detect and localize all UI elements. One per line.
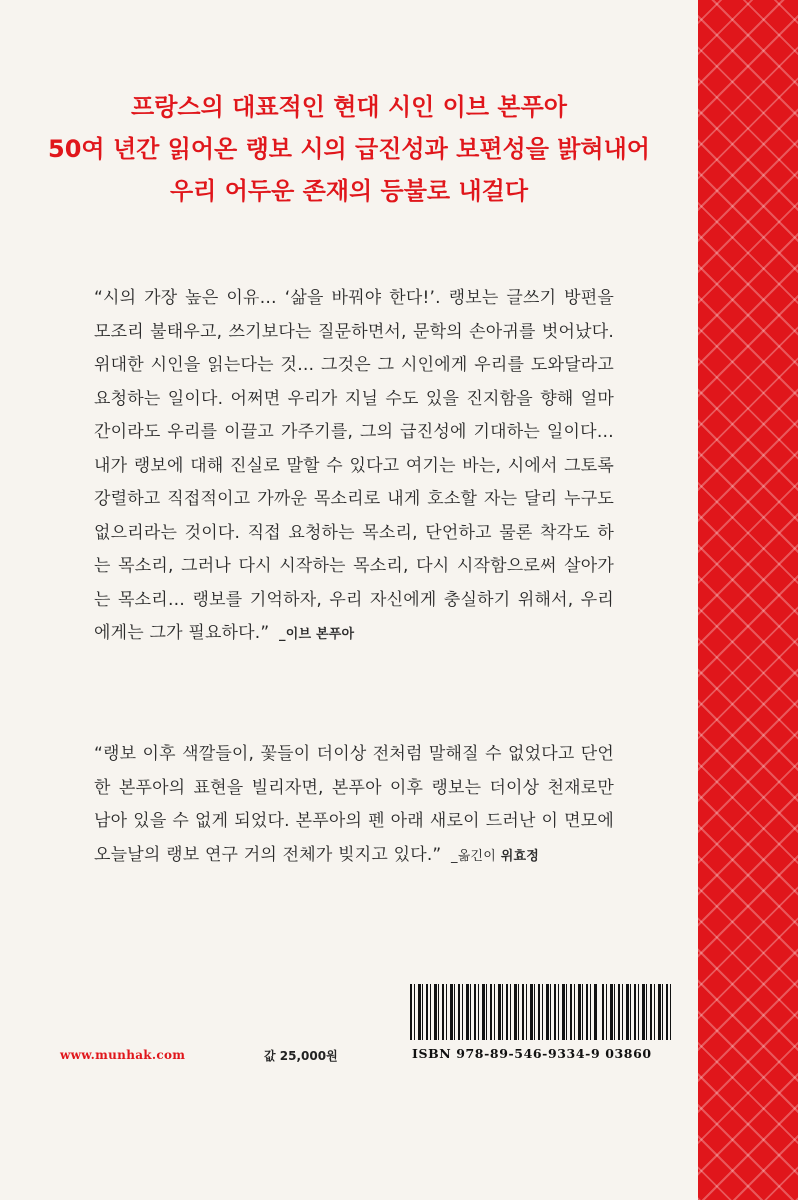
barcode-area [410, 984, 672, 1070]
price: 값 25,000원 [264, 1049, 338, 1063]
quote-translator [94, 738, 614, 873]
red-spine-pattern [698, 0, 798, 1200]
quote-bonnefoy [94, 282, 614, 652]
headline-line-2: 50여 년간 읽어온 랭보 시의 급진성과 보편성을 밝혀내어 [48, 135, 650, 163]
headline-line-3: 우리 어두운 존재의 등불로 내걸다 [170, 177, 528, 205]
headline [0, 86, 698, 212]
translator-name: 위효정 [500, 848, 540, 864]
headline-line-1: 프랑스의 대표적인 현대 시인 이브 본푸아 [131, 93, 567, 121]
barcode [410, 984, 672, 1040]
quote-translator-text: “랭보 이후 색깔들이, 꽃들이 더이상 전처럼 말해질 수 없었다고 단언한 본푸아의 표현을 빌리자면, 본푸아 이후 랭보는 더이상 천재로만 남아 있을 수 없게 되었다. 본푸아의 펜 아래 새로이 드러난 이 면모에 오늘날의 랭보 연구 거의 전체가 빚지고 있다.” [94, 744, 614, 865]
publisher-website: www.munhak.com [60, 1048, 186, 1062]
isbn-number: ISBN 978-89-546-9334-9 03860 [412, 1046, 652, 1061]
quote-bonnefoy-attribution: _이브 본푸아 [279, 627, 355, 642]
quote-translator-attribution [451, 849, 539, 864]
translator-role: _옮긴이 [451, 848, 497, 864]
quote-bonnefoy-text: “시의 가장 높은 이유… ‘삶을 바꿔야 한다!’. 랭보는 글쓰기 방편을 모조리 불태우고, 쓰기보다는 질문하면서, 문학의 손아귀를 벗어났다. 위대한 시인을 읽는다는 것… 그것은 그 시인에게 우리를 도와달라고 요청하는 일이다. 어쩌면 우리가 지닐 수도 있을 진지함을 향해 얼마간이라도 우리를 이끌고 가주기를, 그의 급진성에 기대하는 일이다… 내가 랭보에 대해 진실로 말할 수 있다고 여기는 바는, 시에서 그토록 강렬하고 직접적이고 가까운 목소리로 내게 호소할 자는 달리 누구도 없으리라는 것이다. 직접 요청하는 목소리, 단언하고 물론 착각도 하는 목소리, 그러나 다시 시작하는 목소리, 다시 시작함으로써 살아가는 목소리… 랭보를 기억하자, 우리 자신에게 충실하기 위해서, 우리에게는 그가 필요하다.” [94, 288, 614, 643]
